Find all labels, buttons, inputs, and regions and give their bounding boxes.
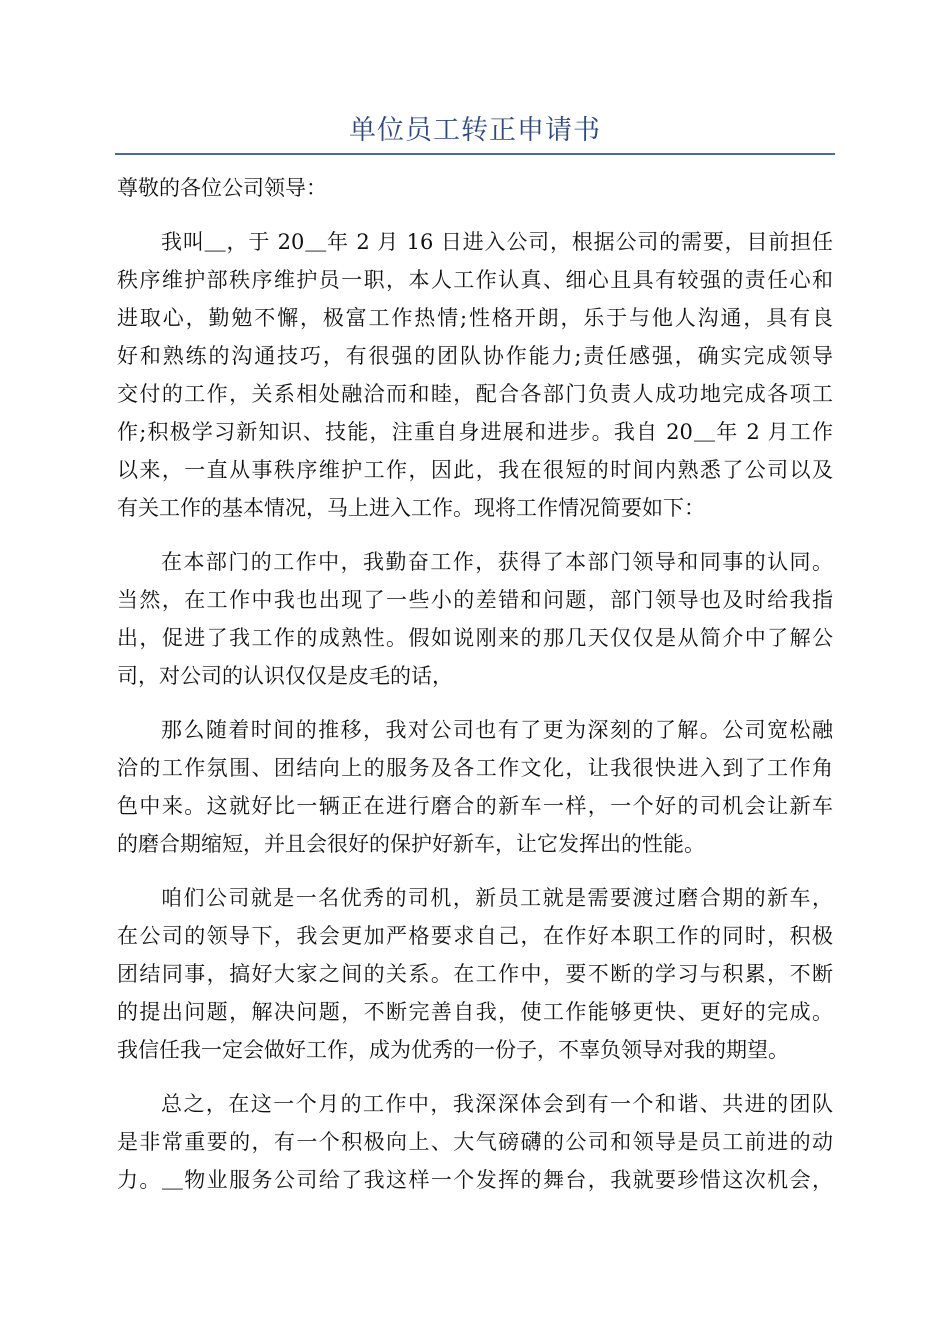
paragraph-line: 出，促进了我工作的成熟性。假如说刚来的那几天仅仅是从简介中了解公 <box>117 626 833 650</box>
paragraph-line: 在本部门的工作中，我勤奋工作，获得了本部门领导和同事的认同。 <box>161 550 833 574</box>
paragraph-1 <box>117 223 833 527</box>
paragraph-line: 在公司的领导下，我会更加严格要求自己，在作好本职工作的同时，积极 <box>117 924 833 948</box>
paragraph-line: 司，对公司的认识仅仅是皮毛的话， <box>117 664 453 688</box>
paragraph-line: 作;积极学习新知识、技能，注重自身进展和进步。我自 20＿年 2 月工作 <box>117 420 833 444</box>
paragraph-line: 咱们公司就是一名优秀的司机，新员工就是需要渡过磨合期的新车， <box>161 886 833 910</box>
paragraph-line: 交付的工作，关系相处融洽而和睦，配合各部门负责人成功地完成各项工 <box>117 382 833 406</box>
paragraph-3 <box>117 711 833 863</box>
paragraph-line: 洽的工作氛围、团结向上的服务及各工作文化，让我很快进入到了工作角 <box>117 756 833 780</box>
paragraph-5 <box>117 1085 833 1199</box>
paragraph-line: 那么随着时间的推移，我对公司也有了更为深刻的了解。公司宽松融 <box>161 718 833 742</box>
title-underline <box>115 153 835 155</box>
paragraph-line: 当然，在工作中我也出现了一些小的差错和问题，部门领导也及时给我指 <box>117 588 833 612</box>
paragraph-line: 力。＿物业服务公司给了我这样一个发挥的舞台，我就要珍惜这次机会， <box>117 1168 833 1192</box>
document-body <box>117 169 833 1199</box>
paragraph-line: 好和熟练的沟通技巧，有很强的团队协作能力;责任感强，确实完成领导 <box>117 344 833 368</box>
paragraph-2 <box>117 543 833 695</box>
paragraph-line: 我叫＿，于 20＿年 2 月 16 日进入公司，根据公司的需要，目前担任 <box>161 230 833 254</box>
paragraph-line: 秩序维护部秩序维护员一职，本人工作认真、细心且具有较强的责任心和 <box>117 268 833 292</box>
paragraph-line: 色中来。这就好比一辆正在进行磨合的新车一样，一个好的司机会让新车 <box>117 794 833 818</box>
salutation: 尊敬的各位公司领导： <box>117 176 327 200</box>
paragraph-line: 是非常重要的，有一个积极向上、大气磅礴的公司和领导是员工前进的动 <box>117 1130 833 1154</box>
paragraph-line: 进取心，勤勉不懈，极富工作热情;性格开朗，乐于与他人沟通，具有良 <box>117 306 833 330</box>
paragraph-4 <box>117 879 833 1069</box>
paragraph-line: 的磨合期缩短，并且会很好的保护好新车，让它发挥出的性能。 <box>117 832 705 856</box>
paragraph-line: 我信任我一定会做好工作，成为优秀的一份子，不辜负领导对我的期望。 <box>117 1038 789 1062</box>
document-title: 单位员工转正申请书 <box>349 115 601 146</box>
paragraph-line: 有关工作的基本情况，马上进入工作。现将工作情况简要如下： <box>117 496 705 520</box>
paragraph-line: 团结同事，搞好大家之间的关系。在工作中，要不断的学习与积累，不断 <box>117 962 833 986</box>
paragraph-line: 总之，在这一个月的工作中，我深深体会到有一个和谐、共进的团队 <box>161 1092 833 1116</box>
paragraph-line: 的提出问题，解决问题，不断完善自我，使工作能够更快、更好的完成。 <box>117 1000 833 1024</box>
paragraph-line: 以来，一直从事秩序维护工作，因此，我在很短的时间内熟悉了公司以及 <box>117 458 833 482</box>
